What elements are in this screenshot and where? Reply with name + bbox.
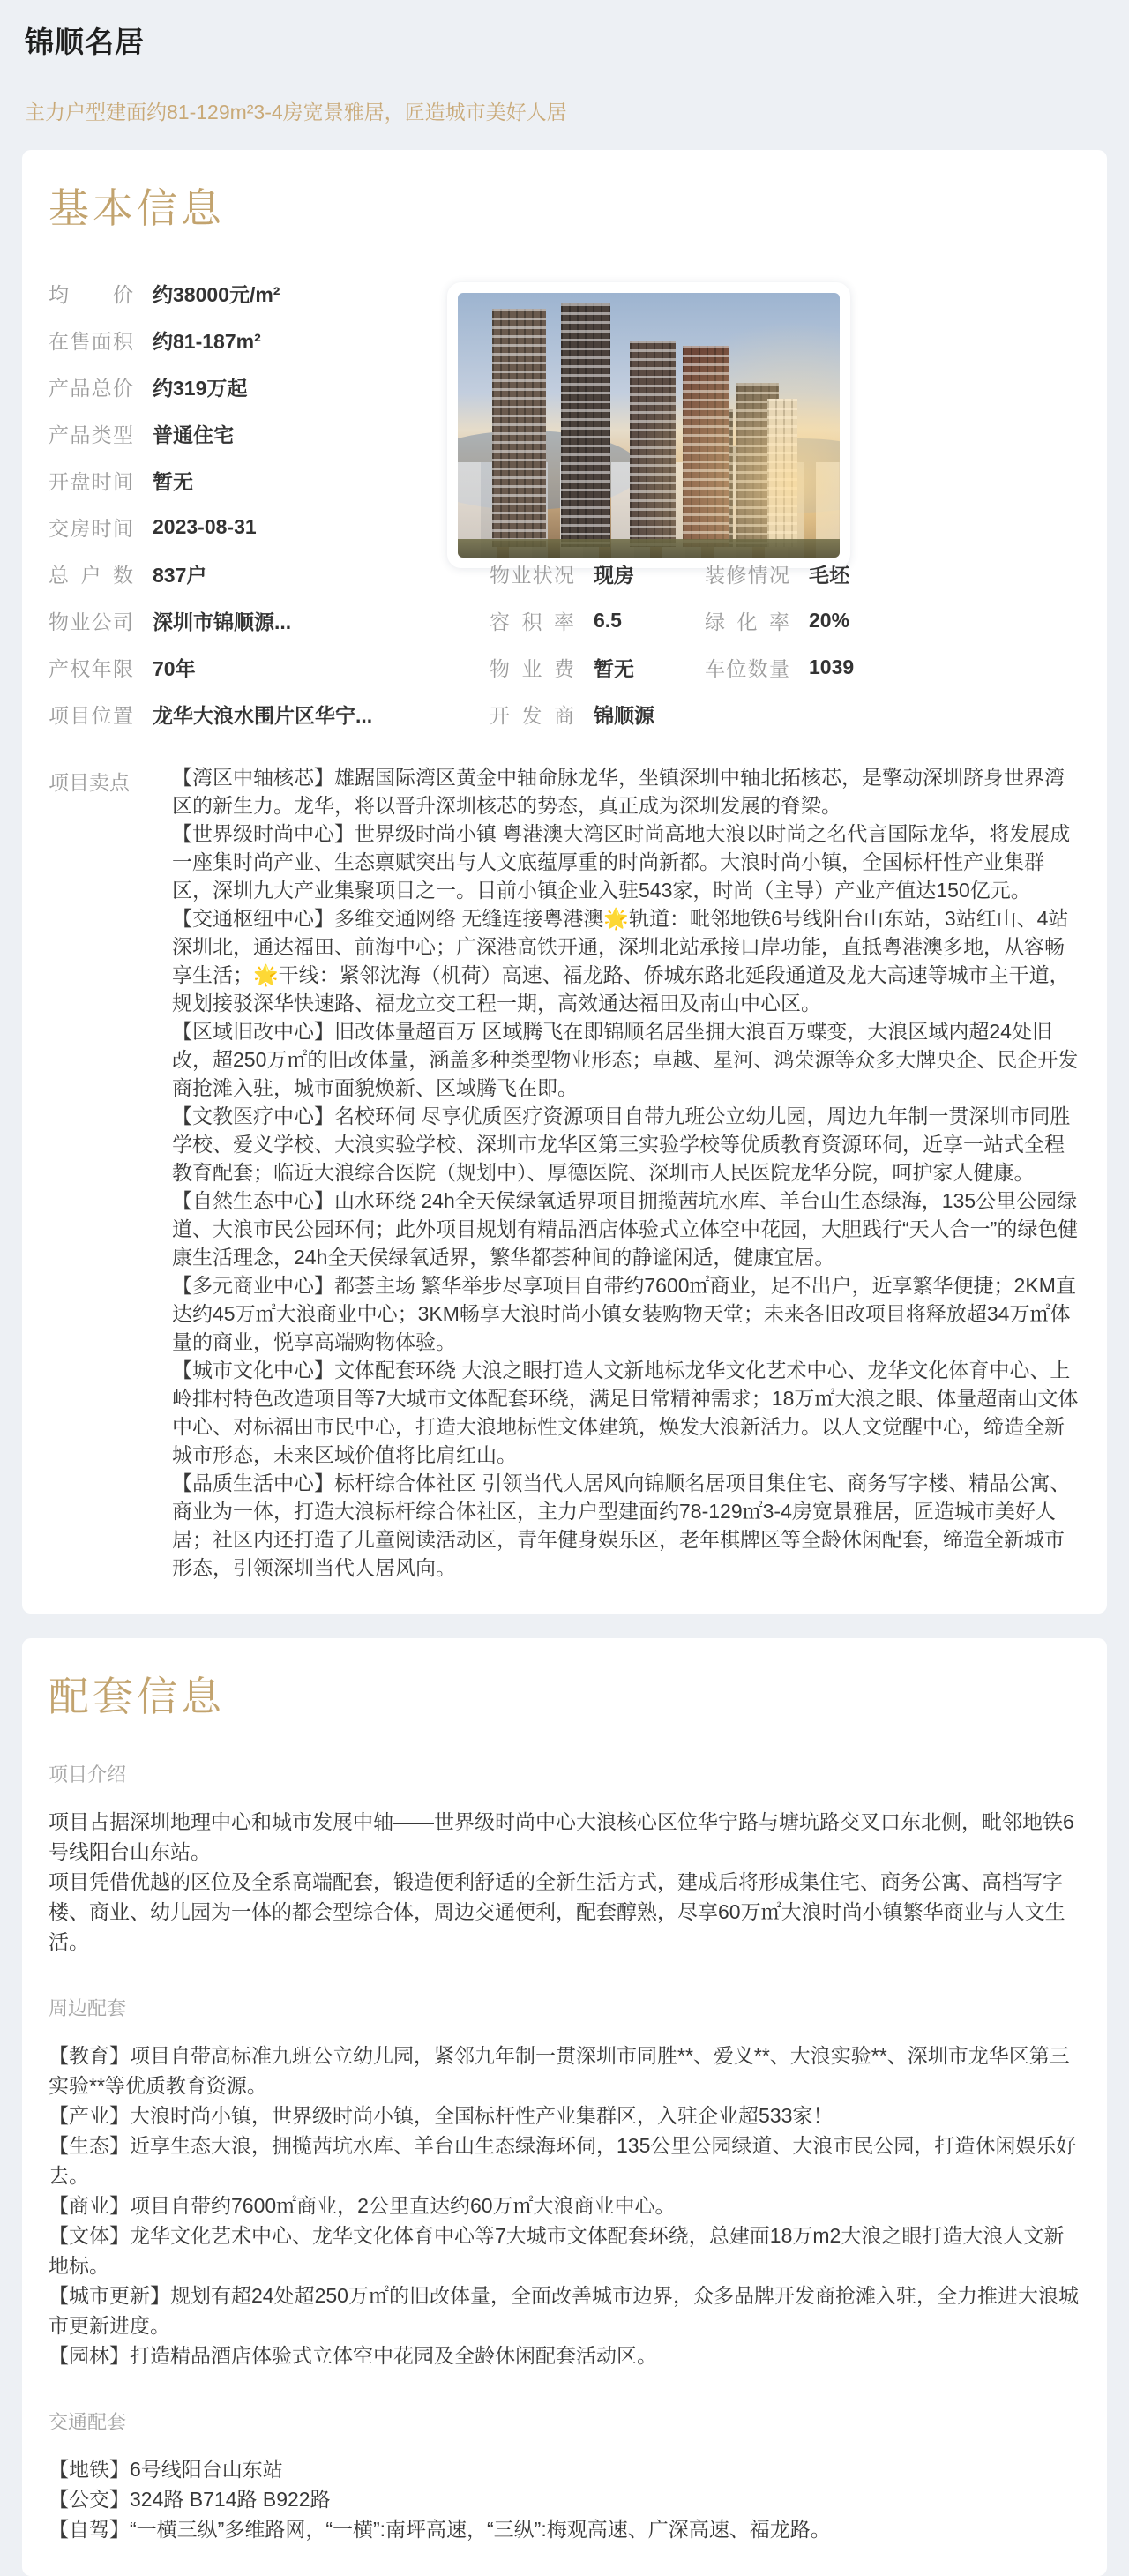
transport-item: 【自驾】“一横三纵”多维路网，“一横”:南坪高速，“三纵”:梅观高速、广深高速、福龙路。	[49, 2518, 831, 2541]
basic-info-grid	[49, 270, 1080, 751]
surroundings-label: 周边配套	[49, 1997, 127, 2019]
info-row	[49, 550, 437, 597]
info-row-label: 产品总价	[49, 377, 133, 400]
transport-item: 【地铁】6号线阳台山东站	[49, 2458, 283, 2481]
info-row-value: 约319万起	[153, 377, 248, 400]
info-row-value: 现房	[594, 564, 634, 587]
info-row-value: 锦顺源	[594, 704, 654, 727]
selling-points-text	[172, 763, 1080, 1582]
info-row	[49, 457, 437, 504]
info-row-value: 6.5	[594, 609, 622, 632]
selling-points-label: 项目卖点	[49, 771, 130, 794]
info-row-label: 车位数量	[705, 657, 789, 680]
surroundings-item: 【教育】项目自带高标准九班公立幼儿园，紧邻九年制一贯深圳市同胜**、爱义**、大浪实验**、深圳市龙华区第三实验**等优质教育资源。	[49, 2044, 1070, 2097]
amenity-info-card	[22, 1638, 1107, 2576]
selling-point-paragraph: 【城市文化中心】文体配套环绕 大浪之眼打造人文新地标龙华文化艺术中心、龙华文化体育中心、上岭排村特色改造项目等7大城市文体配套环绕，满足日常精神需求；18万㎡大浪之眼、体量超南山文体中心、对标福田市民中心，打造大浪地标性文体建筑，焕发大浪新活力。以人文觉醒中心，缔造全新城市形态，未来区域价值将比肩红山。	[172, 1359, 1079, 1466]
info-row	[49, 410, 437, 457]
info-row-label: 交房时间	[49, 517, 133, 540]
selling-point-paragraph: 【交通枢纽中心】多维交通网络 无缝连接粤港澳🌟轨道：毗邻地铁6号线阳台山东站，3站红山、4站深圳北，通达福田、前海中心；广深港高铁开通，深圳北站承接口岸功能，直抵粤港澳多地，从容畅享生活；🌟干线：紧邻沈海（机荷）高速、福龙路、侨城东路北延段通道及龙大高速等城市主干道，规划接驳深华快速路、福龙立交工程一期，高效通达福田及南山中心区。	[172, 907, 1070, 1015]
info-row	[705, 597, 952, 644]
info-row-label: 均价	[49, 283, 133, 306]
selling-point-paragraph: 【自然生态中心】山水环绕 24h全天侯绿氧适界项目拥揽茜坑水库、羊台山生态绿海，135公里公园绿道、大浪市民公园环伺；此外项目规划有精品酒店体验式立体空中花园，大胆践行“天人合一”的绿色健康生活理念，24h全天侯绿氧适界，繁华都荟种间的静谧闲适，健康宜居。	[172, 1189, 1079, 1269]
selling-point-paragraph: 【多元商业中心】都荟主场 繁华举步尽享项目自带约7600㎡商业，足不出户，近享繁华便捷；2KM直达约45万㎡大浪商业中心；3KM畅享大浪时尚小镇女装购物天堂；未来各旧改项目将释放超34万㎡体量的商业，悦享高端购物体验。	[172, 1274, 1076, 1353]
page-title: 锦顺名居	[25, 26, 145, 58]
transport-item: 【公交】324路 B714路 B922路	[49, 2488, 331, 2511]
info-row	[49, 317, 437, 363]
info-row-value: 约38000元/m²	[153, 283, 280, 306]
info-row-value: 约81-187m²	[153, 330, 261, 353]
surroundings-item: 【城市更新】规划有超24处超250万㎡的旧改体量，全面改善城市边界，众多品牌开发商抢滩入驻，全力推进大浪城市更新进度。	[49, 2284, 1079, 2337]
info-row	[490, 691, 710, 738]
project-rendering	[458, 293, 840, 558]
surroundings-item: 【产业】大浪时尚小镇，世界级时尚小镇，全国标杆性产业集群区，入驻企业超533家！	[49, 2104, 834, 2127]
info-row-label: 物业费	[490, 657, 574, 680]
info-row	[490, 644, 710, 691]
info-row-value: 暂无	[594, 657, 634, 680]
info-row-label: 产品类型	[49, 423, 133, 446]
info-row-label: 物业状况	[490, 564, 574, 587]
surroundings-list	[49, 2041, 1080, 2370]
info-row-value: 深圳市锦顺源...	[153, 610, 292, 633]
info-row	[49, 597, 437, 644]
info-row-value: 1039	[809, 655, 855, 678]
surroundings-item: 【生态】近享生态大浪，拥揽茜坑水库、羊台山生态绿海环伺，135公里公园绿道、大浪市民公园，打造休闲娱乐好去。	[49, 2134, 1077, 2187]
info-row-label: 装修情况	[705, 564, 789, 587]
info-row-label: 在售面积	[49, 330, 133, 353]
transport-list	[49, 2454, 1080, 2544]
info-row-value: 毛坯	[809, 564, 849, 587]
selling-point-paragraph: 【湾区中轴核芯】雄踞国际湾区黄金中轴命脉龙华，坐镇深圳中轴北拓核芯，是擎动深圳跻身世界湾区的新生力。龙华，将以晋升深圳核芯的势态，真正成为深圳发展的脊梁。	[172, 766, 1065, 817]
selling-point-paragraph: 【文教医疗中心】名校环伺 尽享优质医疗资源项目自带九班公立幼儿园，周边九年制一贯深圳市同胜学校、爱义学校、大浪实验学校、深圳市龙华区第三实验学校等优质教育资源环伺，近享一站式全程教育配套；临近大浪综合医院（规划中）、厚德医院、深圳市人民医院龙华分院，呵护家人健康。	[172, 1105, 1071, 1184]
selling-point-paragraph: 【品质生活中心】标杆综合体社区 引领当代人居风向锦顺名居项目集住宅、商务写字楼、精品公寓、商业为一体，打造大浪标杆综合体社区，主力户型建面约78-129㎡3-4房宽景雅居，匠造城市美好人居；社区内还打造了儿童阅读活动区，青年健身娱乐区，老年棋牌区等全龄休闲配套，缔造全新城市形态，引领深圳当代人居风向。	[172, 1471, 1071, 1579]
info-row-label: 物业公司	[49, 610, 133, 633]
info-row-value: 龙华大浪水围片区华宁...	[153, 704, 373, 727]
info-row-label: 开发商	[490, 704, 574, 727]
info-row-value: 暂无	[153, 470, 193, 493]
info-row	[49, 691, 437, 738]
selling-point-paragraph: 【世界级时尚中心】世界级时尚小镇 粤港澳大湾区时尚高地大浪以时尚之名代言国际龙华，将发展成一座集时尚产业、生态禀赋突出与人文底蕴厚重的时尚新都。大浪时尚小镇，全国标杆性产业集群区，深圳九大产业集聚项目之一。目前小镇企业入驻543家，时尚（主导）产业产值达150亿元。	[172, 822, 1071, 902]
info-row-label: 项目位置	[49, 704, 133, 727]
amenity-info-title: 配套信息	[49, 1674, 225, 1719]
info-row-value: 普通住宅	[153, 423, 234, 446]
project-intro-paragraph: 项目占据深圳地理中心和城市发展中轴——世界级时尚中心大浪核心区位华宁路与塘坑路交叉口东北侧，毗邻地铁6号线阳台山东站。	[49, 1810, 1074, 1863]
info-row-value: 70年	[153, 657, 196, 680]
selling-point-paragraph: 【区域旧改中心】旧改体量超百万 区域腾飞在即锦顺名居坐拥大浪百万蝶变，大浪区域内超24处旧改，超250万㎡的旧改体量，涵盖多种类型物业形态；卓越、星河、鸿荣源等众多大牌央企、民企开发商抢滩入驻，城市面貌焕新、区域腾飞在即。	[172, 1020, 1079, 1099]
page-subtitle: 主力户型建面约81-129m²3-4房宽景雅居，匠造城市美好人居	[25, 101, 567, 124]
info-row	[49, 363, 437, 410]
basic-info-title: 基本信息	[49, 185, 225, 231]
surroundings-item: 【商业】项目自带约7600㎡商业，2公里直达约60万㎡大浪商业中心。	[49, 2194, 676, 2217]
info-column-left	[49, 270, 437, 738]
info-row-label: 开盘时间	[49, 470, 133, 493]
transport-label: 交通配套	[49, 2411, 127, 2433]
info-row	[705, 550, 952, 597]
info-row-label: 容积率	[490, 610, 574, 633]
info-row-value: 837户	[153, 564, 207, 587]
info-column-middle	[490, 550, 710, 738]
sun-flare	[458, 293, 840, 558]
selling-points-row	[49, 763, 1080, 1582]
info-row	[49, 504, 437, 550]
info-row-label: 产权年限	[49, 657, 133, 680]
surroundings-item: 【文体】龙华文化艺术中心、龙华文化体育中心等7大城市文体配套环绕，总建面18万m2大浪之眼打造大浪人文新地标。	[49, 2224, 1065, 2277]
project-intro-paragraph: 项目凭借优越的区位及全系高端配套，锻造便利舒适的全新生活方式，建成后将形成集住宅、商务公寓、高档写字楼、商业、幼儿园为一体的都会型综合体，周边交通便利，配套醇熟，尽享60万㎡大浪时尚小镇繁华商业与人文生活。	[49, 1870, 1065, 1953]
info-row-value: 20%	[809, 609, 850, 632]
info-row-label: 总户数	[49, 564, 133, 587]
info-row	[705, 644, 952, 691]
project-intro-label: 项目介绍	[49, 1764, 127, 1786]
info-row-value: 2023-08-31	[153, 515, 257, 538]
page-header	[0, 0, 1129, 125]
basic-info-card	[22, 150, 1107, 1614]
info-row-label: 绿化率	[705, 610, 789, 633]
project-hero-image[interactable]	[447, 282, 850, 568]
info-column-right	[705, 550, 952, 691]
info-row	[490, 550, 710, 597]
info-row	[49, 644, 437, 691]
info-row	[490, 597, 710, 644]
project-intro-text	[49, 1807, 1080, 1957]
surroundings-item: 【园林】打造精品酒店体验式立体空中花园及全龄休闲配套活动区。	[49, 2344, 657, 2367]
info-row	[49, 270, 437, 317]
